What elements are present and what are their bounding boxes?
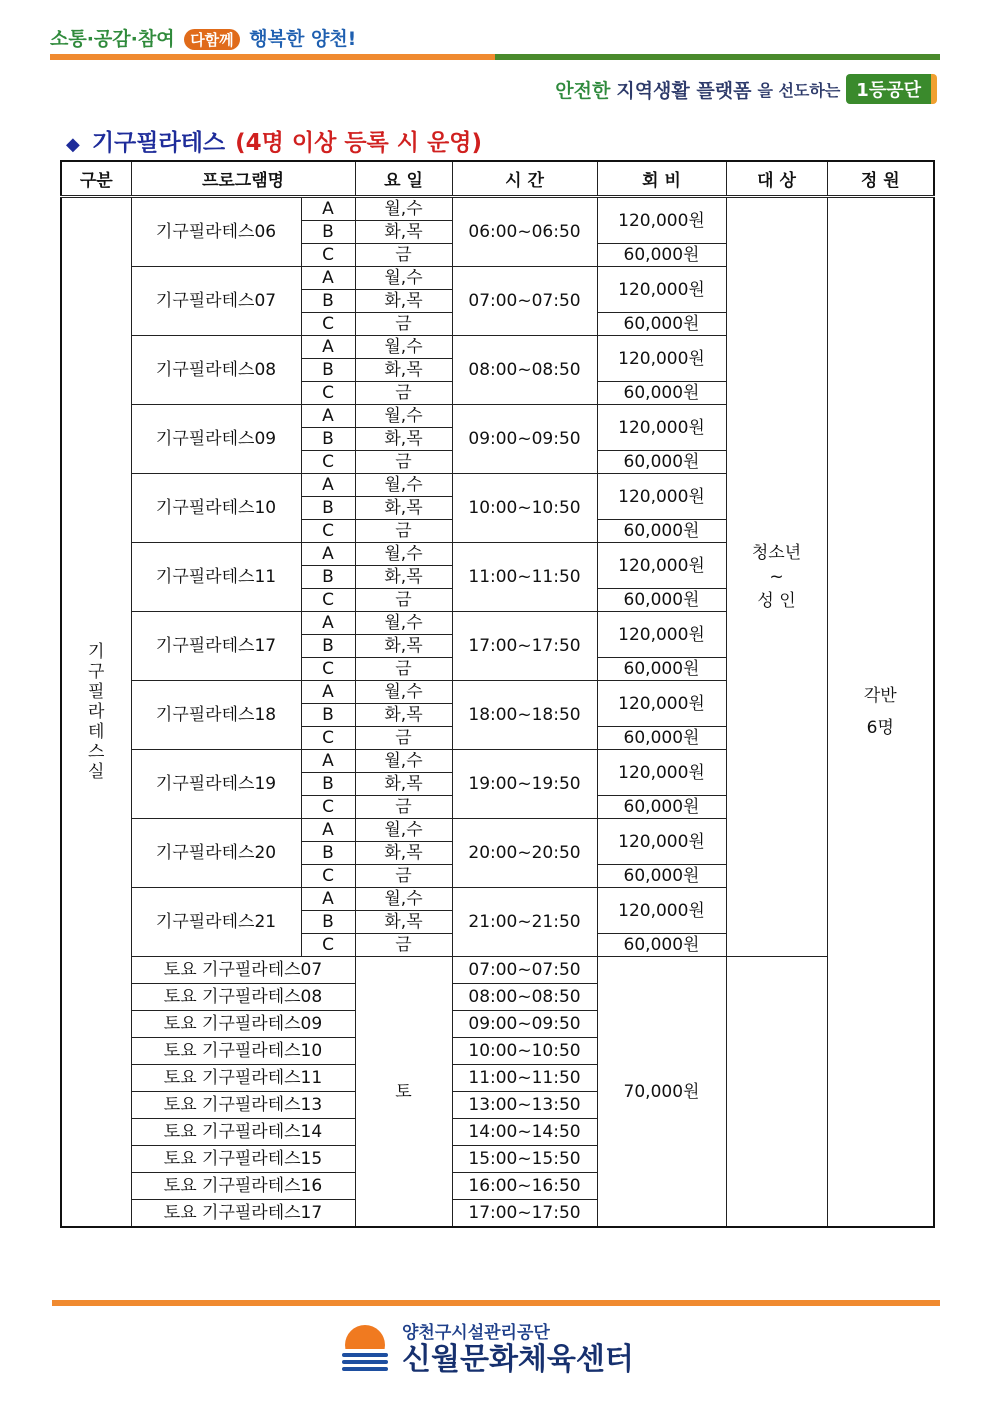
- time-cell: 10:00~10:50: [452, 1038, 597, 1065]
- day-cell: 금: [355, 796, 452, 819]
- fee-cell: 120,000원: [597, 819, 726, 865]
- header-time: 시 간: [452, 161, 597, 197]
- section-cell: A: [301, 750, 355, 773]
- section-cell: C: [301, 451, 355, 474]
- program-name: 토요 기구필라테스08: [131, 984, 355, 1011]
- fee-cell: 60,000원: [597, 382, 726, 405]
- program-name: 토요 기구필라테스11: [131, 1065, 355, 1092]
- header-day: 요 일: [355, 161, 452, 197]
- tagline-rank-badge: 1등공단: [846, 74, 937, 104]
- program-name: 기구필라테스07: [131, 267, 301, 336]
- section-cell: B: [301, 773, 355, 796]
- time-cell: 07:00~07:50: [452, 957, 597, 984]
- day-cell: 월,수: [355, 543, 452, 566]
- section-cell: C: [301, 796, 355, 819]
- slogan-right: 행복한 양천!: [249, 28, 357, 50]
- capacity-line: 각반: [863, 686, 897, 706]
- section-cell: B: [301, 290, 355, 313]
- slogan-badge: 다함께: [184, 29, 239, 50]
- section-cell: A: [301, 197, 355, 221]
- day-cell: 화,목: [355, 290, 452, 313]
- category-char: 테: [88, 722, 105, 742]
- time-cell: 17:00~17:50: [452, 1200, 597, 1228]
- section-cell: B: [301, 704, 355, 727]
- fee-cell: 120,000원: [597, 336, 726, 382]
- day-cell: 화,목: [355, 566, 452, 589]
- capacity-line: 6명: [866, 718, 894, 738]
- program-name: 토요 기구필라테스07: [131, 957, 355, 984]
- fee-cell: 60,000원: [597, 313, 726, 336]
- program-name: 기구필라테스19: [131, 750, 301, 819]
- program-name: 기구필라테스17: [131, 612, 301, 681]
- section-cell: C: [301, 244, 355, 267]
- section-cell: C: [301, 520, 355, 543]
- section-cell: C: [301, 313, 355, 336]
- day-cell: 월,수: [355, 405, 452, 428]
- time-cell: 11:00~11:50: [452, 543, 597, 612]
- center-name: 신월문화체육센터: [402, 1342, 634, 1377]
- target-cell-empty: [726, 957, 827, 1228]
- section-cell: B: [301, 428, 355, 451]
- category-char: 실: [88, 762, 105, 782]
- time-cell: 19:00~19:50: [452, 750, 597, 819]
- target-line: ~: [769, 567, 784, 587]
- time-cell: 17:00~17:50: [452, 612, 597, 681]
- page-title: [66, 124, 482, 157]
- section-cell: B: [301, 221, 355, 244]
- day-cell: 월,수: [355, 750, 452, 773]
- table-row: [61, 957, 934, 984]
- section-cell: C: [301, 865, 355, 888]
- table-row: [61, 197, 934, 221]
- target-line: 청소년: [751, 543, 802, 563]
- time-cell: 20:00~20:50: [452, 819, 597, 888]
- fee-cell: 120,000원: [597, 543, 726, 589]
- footer-divider: [52, 1300, 940, 1306]
- program-name: 기구필라테스09: [131, 405, 301, 474]
- section-cell: B: [301, 842, 355, 865]
- header-fee: 회 비: [597, 161, 726, 197]
- day-cell: 화,목: [355, 773, 452, 796]
- header-target: 대 상: [726, 161, 827, 197]
- day-cell: 화,목: [355, 704, 452, 727]
- day-cell: 월,수: [355, 612, 452, 635]
- time-cell: 09:00~09:50: [452, 405, 597, 474]
- target-cell: [726, 197, 827, 957]
- section-cell: C: [301, 727, 355, 750]
- fee-cell: 70,000원: [597, 957, 726, 1228]
- day-cell: 월,수: [355, 267, 452, 290]
- time-cell: 11:00~11:50: [452, 1065, 597, 1092]
- fee-cell: 60,000원: [597, 589, 726, 612]
- day-cell: 화,목: [355, 359, 452, 382]
- day-cell: 월,수: [355, 819, 452, 842]
- section-cell: A: [301, 543, 355, 566]
- day-cell: 토: [355, 957, 452, 1228]
- footer: [340, 1318, 634, 1377]
- tagline-main: 지역생활 플랫폼: [616, 79, 752, 102]
- category-cell: [61, 197, 131, 1228]
- fee-cell: 60,000원: [597, 796, 726, 819]
- section-cell: B: [301, 635, 355, 658]
- time-cell: 16:00~16:50: [452, 1173, 597, 1200]
- category-char: 스: [88, 742, 105, 762]
- day-cell: 월,수: [355, 336, 452, 359]
- slogan-left: 소통·공감·참여: [50, 28, 175, 50]
- fee-cell: 60,000원: [597, 658, 726, 681]
- table-header-row: [61, 161, 934, 197]
- time-cell: 21:00~21:50: [452, 888, 597, 957]
- footer-org: [402, 1318, 634, 1377]
- fee-cell: 120,000원: [597, 474, 726, 520]
- day-cell: 월,수: [355, 474, 452, 497]
- program-name: 토요 기구필라테스09: [131, 1011, 355, 1038]
- day-cell: 화,목: [355, 635, 452, 658]
- fee-cell: 120,000원: [597, 197, 726, 244]
- day-cell: 화,목: [355, 842, 452, 865]
- fee-cell: 60,000원: [597, 520, 726, 543]
- fee-cell: 120,000원: [597, 612, 726, 658]
- header-capacity: 정 원: [827, 161, 934, 197]
- section-cell: A: [301, 474, 355, 497]
- program-name: 토요 기구필라테스17: [131, 1200, 355, 1228]
- fee-cell: 120,000원: [597, 750, 726, 796]
- category-char: 기: [88, 642, 105, 662]
- fee-cell: 60,000원: [597, 934, 726, 957]
- day-cell: 금: [355, 313, 452, 336]
- tagline-highlight: 안전한: [555, 79, 611, 102]
- category-char: 구: [88, 662, 105, 682]
- fee-cell: 60,000원: [597, 727, 726, 750]
- time-cell: 09:00~09:50: [452, 1011, 597, 1038]
- schedule-table: [60, 160, 935, 1228]
- time-cell: 18:00~18:50: [452, 681, 597, 750]
- tagline-small: 을 선도하는: [757, 80, 841, 100]
- day-cell: 월,수: [355, 888, 452, 911]
- day-cell: 금: [355, 658, 452, 681]
- section-cell: A: [301, 267, 355, 290]
- day-cell: 금: [355, 520, 452, 543]
- program-name: 기구필라테스18: [131, 681, 301, 750]
- title-note: (4명 이상 등록 시 운영): [235, 130, 482, 156]
- time-cell: 06:00~06:50: [452, 197, 597, 267]
- section-cell: A: [301, 819, 355, 842]
- day-cell: 금: [355, 244, 452, 267]
- section-cell: A: [301, 681, 355, 704]
- time-cell: 13:00~13:50: [452, 1092, 597, 1119]
- section-cell: A: [301, 405, 355, 428]
- section-cell: C: [301, 589, 355, 612]
- capacity-cell: [827, 197, 934, 1228]
- fee-cell: 60,000원: [597, 865, 726, 888]
- day-cell: 화,목: [355, 428, 452, 451]
- time-cell: 15:00~15:50: [452, 1146, 597, 1173]
- time-cell: 10:00~10:50: [452, 474, 597, 543]
- program-name: 기구필라테스06: [131, 197, 301, 267]
- program-name: 기구필라테스20: [131, 819, 301, 888]
- fee-cell: 120,000원: [597, 888, 726, 934]
- fee-cell: 60,000원: [597, 451, 726, 474]
- time-cell: 08:00~08:50: [452, 984, 597, 1011]
- day-cell: 화,목: [355, 911, 452, 934]
- section-cell: C: [301, 382, 355, 405]
- tagline: [555, 74, 937, 104]
- program-name: 기구필라테스08: [131, 336, 301, 405]
- section-cell: C: [301, 658, 355, 681]
- fee-cell: 120,000원: [597, 405, 726, 451]
- day-cell: 금: [355, 451, 452, 474]
- table-body: [61, 197, 934, 1228]
- day-cell: 금: [355, 934, 452, 957]
- section-cell: A: [301, 888, 355, 911]
- target-line: 성 인: [757, 591, 796, 611]
- section-cell: A: [301, 336, 355, 359]
- section-cell: B: [301, 911, 355, 934]
- day-cell: 월,수: [355, 681, 452, 704]
- section-cell: C: [301, 934, 355, 957]
- section-cell: B: [301, 359, 355, 382]
- time-cell: 08:00~08:50: [452, 336, 597, 405]
- day-cell: 금: [355, 382, 452, 405]
- section-cell: B: [301, 566, 355, 589]
- org-name: 양천구시설관리공단: [402, 1323, 550, 1343]
- fee-cell: 120,000원: [597, 681, 726, 727]
- program-name: 토요 기구필라테스10: [131, 1038, 355, 1065]
- program-name: 토요 기구필라테스16: [131, 1173, 355, 1200]
- title-main: 기구필라테스: [91, 130, 226, 156]
- fee-cell: 60,000원: [597, 244, 726, 267]
- time-cell: 07:00~07:50: [452, 267, 597, 336]
- day-cell: 화,목: [355, 497, 452, 520]
- diamond-bullet-icon: ◆: [66, 134, 80, 155]
- category-char: 필: [88, 682, 105, 702]
- section-cell: B: [301, 497, 355, 520]
- section-cell: A: [301, 612, 355, 635]
- header-divider: [50, 54, 940, 60]
- day-cell: 화,목: [355, 221, 452, 244]
- header-category: 구분: [61, 161, 131, 197]
- fee-cell: 120,000원: [597, 267, 726, 313]
- day-cell: 금: [355, 865, 452, 888]
- day-cell: 월,수: [355, 197, 452, 221]
- center-logo-icon: [340, 1323, 390, 1373]
- program-name: 기구필라테스21: [131, 888, 301, 957]
- program-name: 토요 기구필라테스15: [131, 1146, 355, 1173]
- day-cell: 금: [355, 589, 452, 612]
- category-char: 라: [88, 702, 105, 722]
- program-name: 기구필라테스11: [131, 543, 301, 612]
- program-name: 토요 기구필라테스13: [131, 1092, 355, 1119]
- slogan: [50, 24, 356, 51]
- time-cell: 14:00~14:50: [452, 1119, 597, 1146]
- program-name: 토요 기구필라테스14: [131, 1119, 355, 1146]
- header-program: 프로그램명: [131, 161, 355, 197]
- program-name: 기구필라테스10: [131, 474, 301, 543]
- day-cell: 금: [355, 727, 452, 750]
